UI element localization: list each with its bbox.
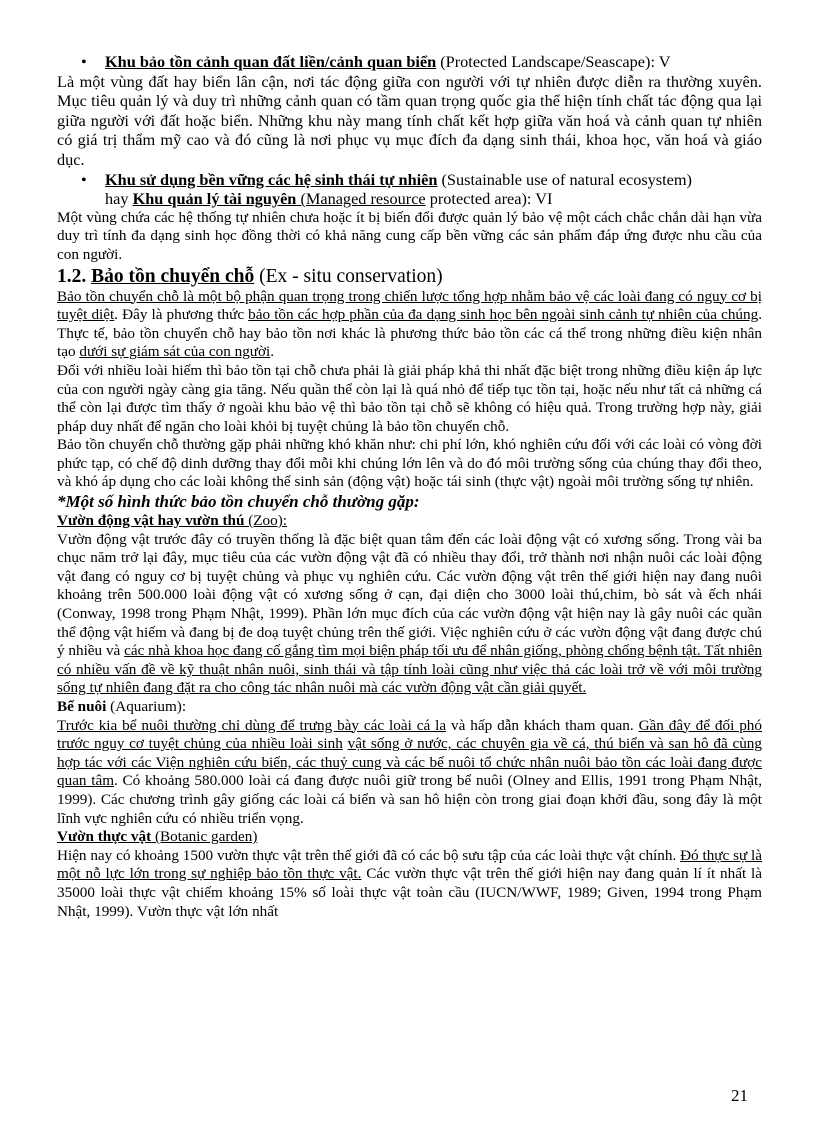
underlined-text: bảo tồn các hợp phần của đa dạng sinh học bên ngoài sinh cảnh tự nhiên của chúng: [248, 306, 759, 324]
underlined-text: Bảo tồn chuyển chỗ là một bộ phận quan trọng trong chiến lược tổng hợp nhằm bảo vệ các loài đang có nguy cơ bị tuyệt diệt: [57, 287, 762, 324]
text: Hiện nay có khoảng 1500 vườn thực vật trên thế giới đã có các bộ sưu tập của các loài thực vật chính.: [57, 846, 681, 864]
paragraph-landscape: Là một vùng đất hay biển lân cận, nơi tác động giữa con người với tự nhiên được diễn ra thường xuyên. Mục tiêu quản lý và duy trì những cảnh quan có tầm quan trọng quốc gia thể hiện tính chất tác động qua lại giữa người với đất hoặc biển. Những khu này mang tính chất kết hợp giữa văn hoá và cảnh quan tự nhiên có giá trị thẩm mỹ cao và đó cũng là nơi phục vụ mục đích đa dạng sinh thái, khoa học, văn hoá và giáo dục.: [57, 71, 762, 169]
paragraph-zoo: [57, 531, 762, 698]
section-number: 1.2.: [57, 265, 92, 287]
bullet-sustainable-use: [57, 170, 762, 209]
text: Các vườn thực vật trên thế giới hiện nay đang quản lí ít nhất là 35000 loài thực vật chiếm khoảng 15% số loài thực vật toàn cầu (IUCN/WWF, 1989; Given, 1994 trong Phạm Nhật, 1999). Vườn thực vật lớn nhất: [57, 865, 762, 920]
underlined-text: dưới sự giám sát của con người: [79, 343, 271, 361]
paragraph-ex-situ-definition: [57, 288, 762, 362]
subheading-title: Vườn động vật hay vườn thú: [57, 512, 245, 530]
paragraph-botanic: [57, 847, 762, 921]
text: . Thực tế, bảo tồn chuyển chỗ hay bảo tồn nơi khác là phương thức bảo tồn các cá thể trong những điều kiện nhân tạo: [57, 306, 762, 361]
subheading-english: (Zoo):: [244, 512, 288, 530]
section-english: (Ex - situ conservation): [254, 265, 443, 287]
bullet-english-2: (Managed resource: [296, 189, 426, 209]
paragraph-sustainable: Một vùng chứa các hệ thống tự nhiên chưa hoặc ít bị biến đổi được quản lý bảo vệ một cách chắc chắn dài hạn vừa duy trì tính đa dạng sinh học đồng thời có khả năng cung cấp bền vững các sản phẩm đáp ứng được nhu cầu của con người.: [57, 208, 762, 263]
paragraph-rare-species: Đối với nhiều loài hiếm thì bảo tồn tại chỗ chưa phải là giải pháp khả thi nhất đặc biệt trong những điều kiện áp lực của con người ngày càng gia tăng. Nếu quần thể còn lại là quá nhỏ để tiếp tục tồn tại, hoặc nếu như tất cả những cá thể còn lại được tìm thấy ở ngoài khu bảo vệ thì bảo tồn tại chỗ sẽ không có hiệu quả. Trong trường hợp này, giải pháp duy nhất để ngăn cho loài khỏi bị tuyệt chủng là bảo tồn chuyển chỗ.: [57, 361, 762, 435]
text: .: [270, 343, 275, 361]
bullet-protected-landscape: [57, 52, 762, 72]
subheading-english: (Aquarium):: [106, 698, 187, 715]
bullet-title: Khu sử dụng bền vững các hệ sinh thái tự nhiên: [105, 169, 438, 189]
subheading-aquarium: [57, 698, 762, 717]
heading-conservation-forms: *Một số hình thức bảo tồn chuyển chỗ thường gặp:: [57, 492, 420, 512]
bullet-english: (Sustainable use of natural ecosystem): [437, 169, 692, 189]
paragraph-aquarium: [57, 717, 762, 829]
subheading-zoo: [57, 512, 762, 531]
section-heading-1-2: [57, 266, 762, 288]
subheading-english: (Botanic garden): [151, 828, 258, 846]
bullet-english: (Protected Landscape/Seascape): V: [436, 52, 671, 71]
text: . Đây là phương thức: [114, 306, 249, 324]
text: . Có khoảng 580.000 loài cá đang được nuôi giữ trong bể nuôi (Olney and Ellis, 1991 trong Phạm Nhật, 1999). Các chương trình gây giống các loài cá biển và san hô hiện còn trong giai đoạn khởi đầu, song đây là một lĩnh vực nghiên cứu có nhiều triển vọng.: [57, 772, 763, 827]
underlined-text: Đó thực sự là một nỗ lực lớn trong sự nghiệp bảo tồn thực vật.: [57, 846, 763, 883]
subheading-title: Bể nuôi: [57, 698, 107, 715]
subheading-botanic: [57, 828, 762, 847]
text: Vườn động vật trước đây có truyền thống là đặc biệt quan tâm đến các loài động vật có xương sống. Trong vài ba chục năm trở lại đây, mục tiêu của các vườn động vật đã có nhiều thay đổi, trở thành nơi nhận nuôi các loài động vật đang có nguy cơ bị tuyệt chủng và phục vụ nghiên cứu. Các vườn động vật trên thế giới hiện nay đang nuôi khoảng trên 500.000 loài động vật có xương sống ở cạn, đại diện cho 3000 loài thú,chim, bò sát và ếch nhái (Conway, 1998 trong Phạm Nhật, 1999). Phần lớn mục đích của các vườn động vật hiện nay là gây nuôi các quần thể động vật hiếm và đang bị đe doạ tuyệt chủng trên thế giới. Việc nghiên cứu ở các vườn động vật đang được chú ý nhiều và: [57, 530, 762, 660]
bullet-rest: protected area): VI: [425, 189, 553, 209]
underlined-text: các nhà khoa học đang cố gắng tìm mọi biện pháp tối ưu để nhân giống, phòng chống bệnh tật. Tất nhiên có nhiều vấn đề về kỹ thuật nhân nuôi, sinh thái và tập tính loài cũng như việc thả các loài trở về với môi trường sống tự nhiên đang đặt ra cho công tác nhân nuôi mà các vườn động vật cần giải quyết.: [57, 642, 763, 697]
underlined-text: Gần đây để đối phó trước nguy cơ tuyệt chủng của nhiều loài sinh: [57, 716, 762, 753]
page-number: 21: [731, 1086, 748, 1105]
document-page: [57, 52, 762, 921]
underlined-text: vật sống ở nước, các chuyên gia về cá, thú biển và san hô đã cùng hợp tác với các Viện nghiên cứu biển, các thuỷ cung và các bể nuôi tổ chức nhân nuôi bảo tồn các loài đang được quan tâm: [57, 735, 762, 790]
text: và hấp dẫn khách tham quan.: [446, 716, 639, 734]
underlined-text: Trước kia bể nuôi thường chỉ dùng để trưng bày các loài cá la: [57, 716, 447, 734]
bullet-title-2: Khu quản lý tài nguyên: [132, 189, 297, 209]
bullet-title: Khu bảo tồn cảnh quan đất liền/cảnh quan biển: [105, 52, 437, 71]
bullet-hay: hay: [105, 189, 133, 209]
section-title: Bảo tồn chuyển chỗ: [91, 265, 255, 287]
subheading-title: Vườn thực vật: [57, 828, 152, 846]
paragraph-difficulties: Bảo tồn chuyển chỗ thường gặp phải những khó khăn như: chi phí lớn, khó nghiên cứu đối với các loài có vòng đời phức tạp, có chế độ dinh dưỡng thay đổi mỗi khi chúng lớn lên và do đó môi trường sống của chúng thay đổi theo, và khó áp dụng cho các loài không thể sinh sản (động vật) hoặc tái sinh (thực vật) ngoài môi trường sống tự nhiên.: [57, 436, 762, 491]
